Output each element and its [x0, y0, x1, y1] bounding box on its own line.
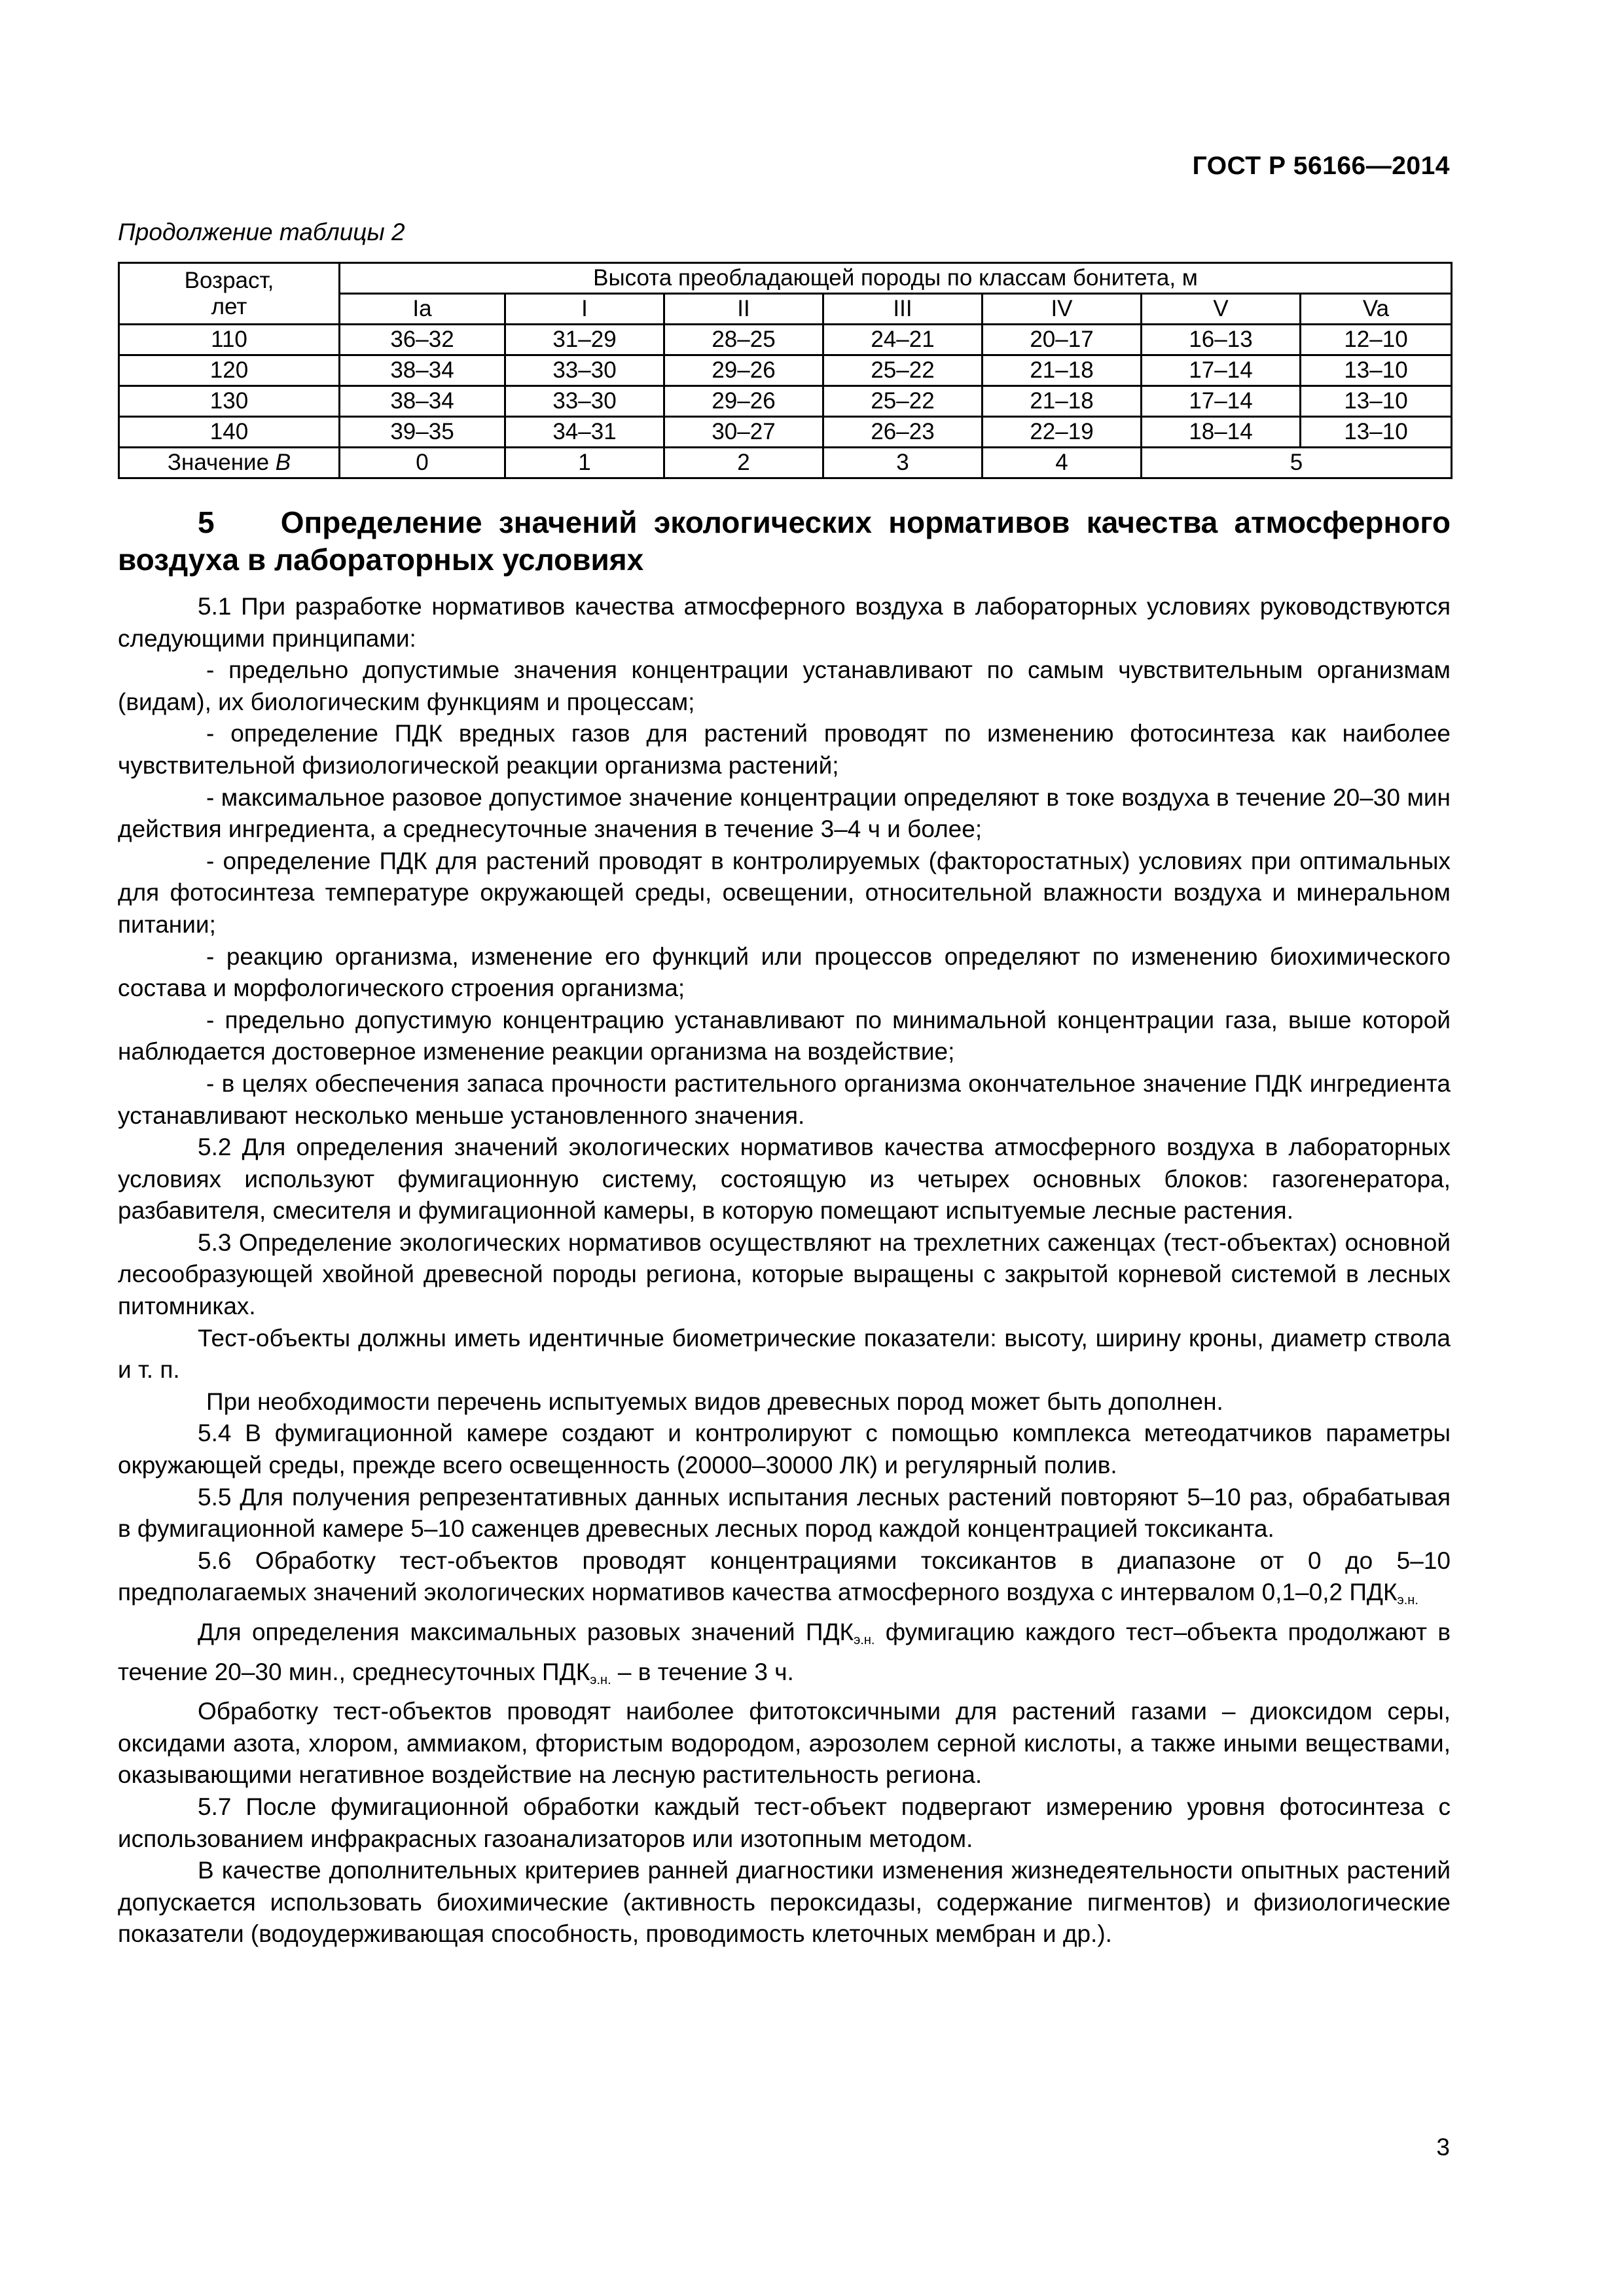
- list-item: - определение ПДК вредных газов для растений проводят по изменению фотосинтеза как наиболее чувствительной физиологической реакции организма растений;: [118, 720, 1451, 779]
- table-cell: 38–34: [340, 386, 505, 417]
- age-cell: 120: [119, 355, 340, 386]
- table-row: [119, 325, 1452, 355]
- table-cell: 25–22: [823, 355, 983, 386]
- value-cell: 5: [1142, 448, 1452, 478]
- table-cell: 33–30: [505, 386, 664, 417]
- age-column-header: Возраст, лет: [119, 263, 340, 325]
- list-item: - предельно допустимые значения концентрации устанавливают по самым чувствительным организмам (видам), их биологическим функциям и процессам;: [118, 656, 1451, 715]
- paragraph: 5.1 При разработке нормативов качества атмосферного воздуха в лабораторных условиях руководствуются следующими принципами:: [118, 593, 1451, 652]
- list-item: - предельно допустимую концентрацию устанавливают по минимальной концентрации газа, выше которой наблюдается достоверное изменение реакции организма на воздействие;: [118, 1006, 1451, 1066]
- value-cell: 1: [505, 448, 664, 478]
- list-item: - максимальное разовое допустимое значение концентрации определяют в токе воздуха в течение 20–30 мин действия ингредиента, а среднесуточные значения в течение 3–4 ч и более;: [118, 783, 1451, 843]
- table-cell: 33–30: [505, 355, 664, 386]
- section-number: 5: [198, 505, 215, 539]
- list-item: - определение ПДК для растений проводят в контролируемых (факторостатных) условиях при оптимальных для фотосинтеза температуре окружающей среды, освещении, относительной влажности воздуха и минеральном питании;: [118, 847, 1451, 938]
- table-caption: Продолжение таблицы 2: [118, 219, 405, 245]
- age-cell: 140: [119, 417, 340, 448]
- table-cell: 28–25: [664, 325, 823, 355]
- list-item: - реакцию организма, изменение его функций или процессов определяют по изменению биохимического состава и морфологического строения организма;: [118, 942, 1451, 1002]
- document-body: [118, 591, 1451, 1950]
- value-label-cell: Значение В: [119, 448, 340, 478]
- table-cell: 16–13: [1142, 325, 1301, 355]
- section-title: Определение значений экологических нормативов качества атмосферного воздуха в лабораторных условиях: [118, 505, 1451, 577]
- paragraph: Для определения максимальных разовых значений $ПДК_{э.н.}$ фумигацию каждого тест–объекта продолжают в течение 20–30 мин., среднесуточных $ПДК_{э.н.}$ – в течение 3 ч.: [118, 1619, 1451, 1687]
- paragraph: При необходимости перечень испытуемых видов древесных пород может быть дополнен.: [206, 1388, 1223, 1415]
- table-cell: 17–14: [1142, 355, 1301, 386]
- table-cell: 17–14: [1142, 386, 1301, 417]
- standard-code: ГОСТ Р 56166—2014: [1192, 152, 1450, 180]
- section-heading: [118, 504, 1451, 579]
- table-header-row: [119, 263, 1452, 294]
- table-cell: 31–29: [505, 325, 664, 355]
- paragraph: 5.3 Определение экологических нормативов осуществляют на трехлетних саженцах (тест-объектах) основной лесообразующей хвойной древесной породы региона, которые выращены с закрытой корневой системой в лесных питомниках.: [118, 1229, 1451, 1320]
- paragraph: Обработку тест-объектов проводят наиболее фитотоксичными для растений газами – диоксидом серы, оксидами азота, хлором, аммиаком, фтористым водородом, аэрозолем серной кислоты, а также иными веществами, оказывающими негативное воздействие на лесную растительность региона.: [118, 1698, 1451, 1789]
- table-cell: 13–10: [1301, 355, 1452, 386]
- table-cell: 34–31: [505, 417, 664, 448]
- table-cell: 39–35: [340, 417, 505, 448]
- table-cell: 26–23: [823, 417, 983, 448]
- class-header: Ia: [340, 294, 505, 325]
- paragraph: 5.5 Для получения репрезентативных данных испытания лесных растений повторяют 5–10 раз, обрабатывая в фумигационной камере 5–10 саженцев древесных лесных пород каждой концентрацией токсиканта.: [118, 1483, 1451, 1543]
- paragraph: Тест-объекты должны иметь идентичные биометрические показатели: высоту, ширину кроны, диаметр ствола и т. п.: [118, 1324, 1451, 1384]
- list-item: - в целях обеспечения запаса прочности растительного организма окончательное значение ПДК ингредиента устанавливают несколько меньше установленного значения.: [118, 1069, 1451, 1129]
- paragraph: 5.2 Для определения значений экологических нормативов качества атмосферного воздуха в лабораторных условиях используют фумигационную систему, состоящую из четырех основных блоков: газогенератора, разбавителя, смесителя и фумигационной камеры, в которую помещают испытуемые лесные растения.: [118, 1134, 1451, 1225]
- table-cell: 20–17: [983, 325, 1142, 355]
- table-cell: 36–32: [340, 325, 505, 355]
- class-header: III: [823, 294, 983, 325]
- table-cell: 29–26: [664, 386, 823, 417]
- paragraph: В качестве дополнительных критериев ранней диагностики изменения жизнедеятельности опытных растений допускается использовать биохимические (активность пероксидазы, содержание пигментов) и физиологические показатели (водоудерживающая способность, проводимость клеточных мембран и др.).: [118, 1857, 1451, 1948]
- value-cell: 4: [983, 448, 1142, 478]
- class-header: Va: [1301, 294, 1452, 325]
- class-header: IV: [983, 294, 1142, 325]
- table-cell: 30–27: [664, 417, 823, 448]
- paragraph: 5.6 Обработку тест-объектов проводят концентрациями токсикантов в диапазоне от 0 до 5–10 предполагаемых значений экологических нормативов качества атмосферного воздуха с интервалом 0,1–0,2 $ПДК_{э.н.}$: [118, 1547, 1451, 1608]
- table-cell: 13–10: [1301, 386, 1452, 417]
- table-row: [119, 355, 1452, 386]
- table-cell: 21–18: [983, 355, 1142, 386]
- paragraph: 5.7 После фумигационной обработки каждый тест-объект подвергают измерению уровня фотосинтеза с использованием инфракрасных газоанализаторов или изотопным методом.: [118, 1793, 1451, 1852]
- age-cell: 110: [119, 325, 340, 355]
- age-cell: 130: [119, 386, 340, 417]
- table-cell: 25–22: [823, 386, 983, 417]
- table-row: [119, 417, 1452, 448]
- value-row: [119, 448, 1452, 478]
- bonitet-table: [118, 262, 1453, 479]
- table-cell: 24–21: [823, 325, 983, 355]
- table-cell: 12–10: [1301, 325, 1452, 355]
- table-cell: 22–19: [983, 417, 1142, 448]
- class-header: II: [664, 294, 823, 325]
- value-cell: 2: [664, 448, 823, 478]
- table-cell: 29–26: [664, 355, 823, 386]
- table-cell: 38–34: [340, 355, 505, 386]
- table-row: [119, 386, 1452, 417]
- class-header: V: [1142, 294, 1301, 325]
- page-number: 3: [1436, 2134, 1450, 2161]
- value-cell: 0: [340, 448, 505, 478]
- paragraph: 5.4 В фумигационной камере создают и контролируют с помощью комплекса метеодатчиков параметры окружающей среды, прежде всего освещенность (20000–30000 ЛК) и регулярный полив.: [118, 1420, 1451, 1479]
- table-cell: 18–14: [1142, 417, 1301, 448]
- class-header: I: [505, 294, 664, 325]
- value-cell: 3: [823, 448, 983, 478]
- height-group-header: Высота преобладающей породы по классам бонитета, м: [340, 263, 1452, 294]
- table-cell: 21–18: [983, 386, 1142, 417]
- table-cell: 13–10: [1301, 417, 1452, 448]
